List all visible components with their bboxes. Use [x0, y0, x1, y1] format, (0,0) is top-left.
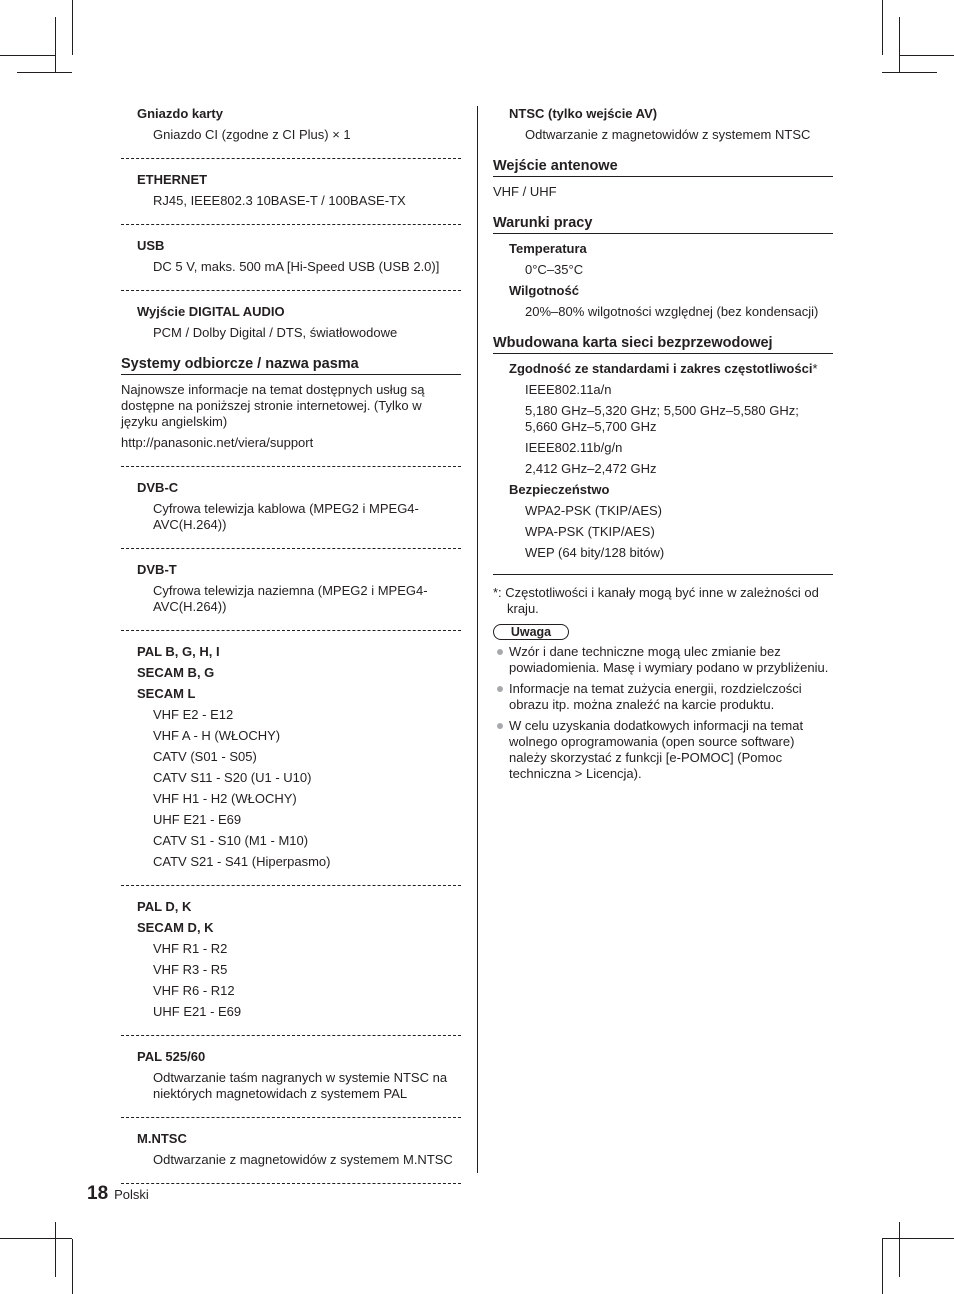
band-value: VHF R1 - R2 [153, 941, 228, 956]
security-value: WPA2-PSK (TKIP/AES) [525, 503, 663, 518]
standard-value: IEEE802.11a/n [525, 382, 612, 397]
note-heading: Uwaga [493, 624, 569, 640]
system-label: PAL D, K [137, 899, 192, 914]
bullet-dot-icon [497, 723, 503, 729]
crop-mark [882, 1239, 883, 1294]
dashed-divider [121, 1035, 461, 1036]
humidity-label: Wilgotność [509, 283, 579, 298]
band-value: VHF R3 - R5 [153, 962, 228, 977]
note-bullet [493, 718, 833, 782]
receiving-intro: Najnowsze informacje na temat dostępnych usług są dostępne na poniższej stronie internetowej. (Tylko w języku angielskim) [121, 382, 425, 429]
system-label: SECAM L [137, 686, 196, 701]
note-bullet [493, 644, 833, 676]
digital-audio-label: Wyjście DIGITAL AUDIO [137, 304, 285, 319]
antenna-heading: Wejście antenowe [493, 157, 833, 177]
left-column [121, 106, 461, 1197]
band-value: VHF H1 - H2 (WŁOCHY) [153, 791, 297, 806]
security-label: Bezpieczeństwo [509, 482, 610, 497]
note-bullet [493, 681, 833, 713]
security-value: WEP (64 bity/128 bitów) [525, 545, 665, 560]
footnote-mark: * [812, 361, 818, 376]
ethernet-label: ETHERNET [137, 172, 208, 187]
standards-label [509, 361, 833, 377]
page-number: 18 [87, 1183, 109, 1204]
crop-mark [17, 1238, 72, 1239]
band-value: CATV S1 - S10 (M1 - M10) [153, 833, 309, 848]
humidity-value: 20%–80% wilgotności względnej (bez kondensacji) [525, 304, 819, 319]
standard-value: IEEE802.11b/g/n [525, 440, 623, 455]
mntsc-value: Odtwarzanie z magnetowidów z systemem M.NTSC [153, 1152, 453, 1167]
note-text: Wzór i dane techniczne mogą ulec zmianie bez powiadomienia. Masę i wymiary podano w przybliżeniu. [509, 644, 829, 675]
bullet-dot-icon [497, 686, 503, 692]
dvbc-value: Cyfrowa telewizja kablowa (MPEG2 i MPEG4-AVC(H.264)) [153, 501, 419, 532]
dvbc-label: DVB-C [137, 480, 179, 495]
language-label: Polski [114, 1187, 149, 1202]
crop-mark [899, 17, 900, 72]
band-value: CATV S21 - S41 (Hiperpasmo) [153, 854, 331, 869]
right-column [493, 106, 833, 787]
ethernet-value: RJ45, IEEE802.3 10BASE-T / 100BASE-TX [153, 193, 406, 208]
usb-label: USB [137, 238, 165, 253]
band-value: VHF A - H (WŁOCHY) [153, 728, 281, 743]
digital-audio-value: PCM / Dolby Digital / DTS, światłowodowe [153, 325, 398, 340]
standard-value: 2,412 GHz–2,472 GHz [525, 461, 657, 476]
dashed-divider [121, 1117, 461, 1118]
wireless-lan-heading: Wbudowana karta sieci bezprzewodowej [493, 334, 833, 354]
pal525-label: PAL 525/60 [137, 1049, 206, 1064]
dashed-divider [121, 224, 461, 225]
receiving-systems-heading: Systemy odbiorcze / nazwa pasma [121, 355, 461, 375]
system-label: PAL B, G, H, I [137, 644, 220, 659]
crop-mark [882, 0, 883, 55]
dashed-divider [121, 1183, 461, 1184]
ntsc-label: NTSC (tylko wejście AV) [509, 106, 658, 121]
crop-mark [882, 72, 937, 73]
crop-mark [55, 17, 56, 72]
card-slot-value: Gniazdo CI (zgodne z CI Plus) × 1 [153, 127, 351, 142]
band-value: CATV (S01 - S05) [153, 749, 257, 764]
system-label: SECAM D, K [137, 920, 214, 935]
support-url: http://panasonic.net/viera/support [121, 435, 314, 450]
ntsc-value: Odtwarzanie z magnetowidów z systemem NTSC [525, 127, 811, 142]
footnote-rule [493, 574, 833, 575]
card-slot-label: Gniazdo karty [137, 106, 223, 121]
band-value: VHF E2 - E12 [153, 707, 234, 722]
note-text: Informacje na temat zużycia energii, rozdzielczości obrazu itp. można znaleźć na karcie produktu. [509, 681, 802, 712]
usb-value: DC 5 V, maks. 500 mA [Hi-Speed USB (USB 2.0)] [153, 259, 440, 274]
note-text: W celu uzyskania dodatkowych informacji na temat wolnego oprogramowania (open source software) należy skorzystać z funkcji [e-POMOC] (Pomoc techniczna > Licencja). [509, 718, 804, 781]
crop-mark [899, 1222, 900, 1277]
crop-mark [899, 55, 954, 56]
security-value: WPA-PSK (TKIP/AES) [525, 524, 655, 539]
column-divider [477, 106, 478, 1173]
footnote: *: Częstotliwości i kanały mogą być inne w zależności od kraju. [493, 585, 819, 616]
operating-conditions-heading: Warunki pracy [493, 214, 833, 234]
dashed-divider [121, 158, 461, 159]
band-value: UHF E21 - E69 [153, 812, 242, 827]
dvbt-value: Cyfrowa telewizja naziemna (MPEG2 i MPEG4-AVC(H.264)) [153, 583, 428, 614]
dashed-divider [121, 885, 461, 886]
dashed-divider [121, 548, 461, 549]
crop-mark [882, 1238, 937, 1239]
standard-value: 5,180 GHz–5,320 GHz; 5,500 GHz–5,580 GHz; 5,660 GHz–5,700 GHz [525, 403, 799, 434]
band-value: VHF R6 - R12 [153, 983, 235, 998]
band-value: CATV S11 - S20 (U1 - U10) [153, 770, 312, 785]
mntsc-label: M.NTSC [137, 1131, 187, 1146]
temperature-label: Temperatura [509, 241, 587, 256]
dvbt-label: DVB-T [137, 562, 177, 577]
crop-mark [72, 0, 73, 55]
dashed-divider [121, 290, 461, 291]
temperature-value: 0°C–35°C [525, 262, 584, 277]
crop-mark [72, 1239, 73, 1294]
crop-mark [0, 55, 55, 56]
system-label: SECAM B, G [137, 665, 215, 680]
pal525-value: Odtwarzanie taśm nagranych w systemie NTSC na niektórych magnetowidach z systemem PAL [153, 1070, 448, 1101]
standards-label-text: Zgodność ze standardami i zakres częstotliwości [509, 361, 813, 376]
band-value: UHF E21 - E69 [153, 1004, 242, 1019]
antenna-value: VHF / UHF [493, 184, 557, 199]
crop-mark [17, 72, 72, 73]
bullet-dot-icon [497, 649, 503, 655]
crop-mark [55, 1222, 56, 1277]
dashed-divider [121, 466, 461, 467]
page-footer [87, 1183, 149, 1205]
dashed-divider [121, 630, 461, 631]
